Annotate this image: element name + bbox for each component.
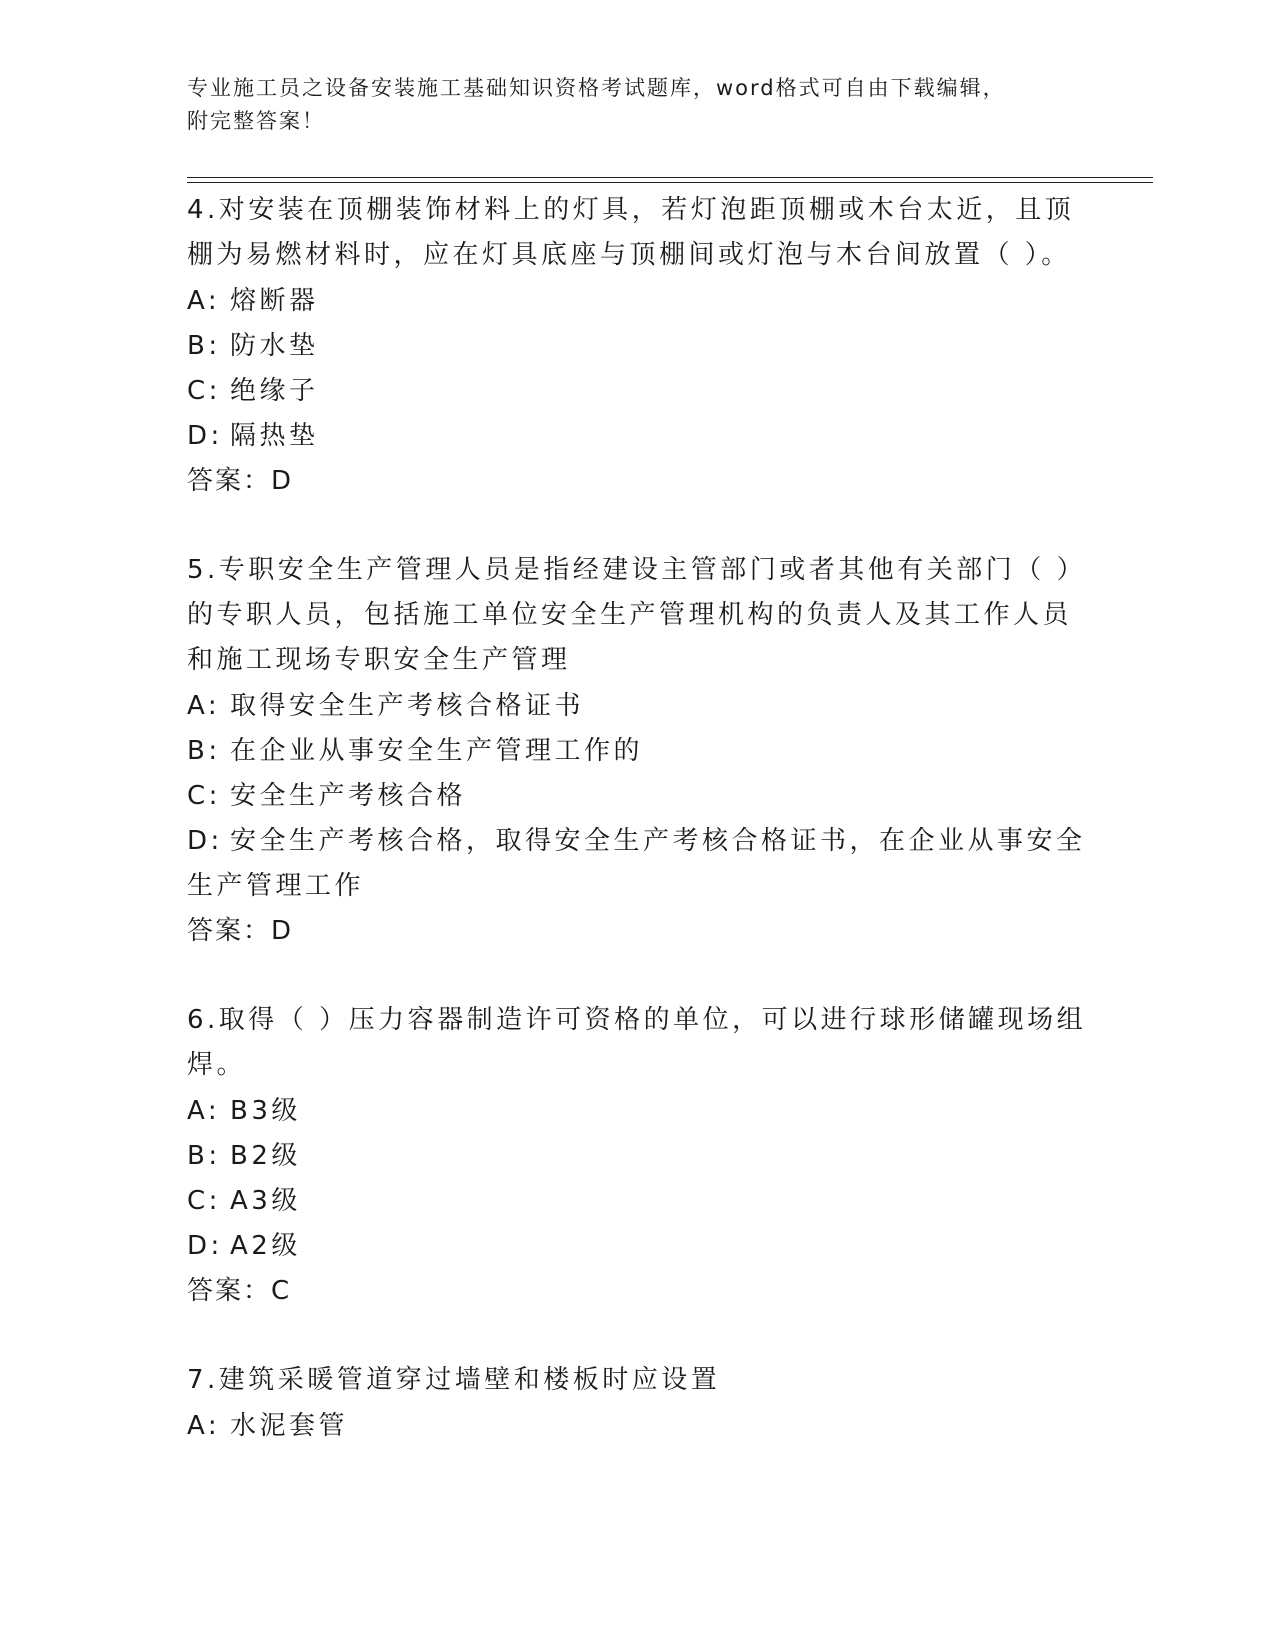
question-spacer — [187, 1314, 1087, 1358]
option-text: 水泥套管 — [230, 1411, 349, 1441]
option-text: 安全生产考核合格，取得安全生产考核合格证书，在企业从事安全生产管理工作 — [187, 826, 1086, 901]
option-letter: A: — [187, 1411, 221, 1441]
option-letter: A: — [187, 691, 221, 721]
option-text: A3级 — [230, 1186, 301, 1216]
option-letter: B: — [187, 1141, 221, 1171]
option-text: 取得安全生产考核合格证书 — [230, 691, 585, 721]
option-letter: B: — [187, 331, 221, 361]
option-letter: C: — [187, 1186, 221, 1216]
option-b — [187, 729, 1087, 774]
question-stem: 5.专职安全生产管理人员是指经建设主管部门或者其他有关部门（ ）的专职人员，包括施工单位安全生产管理机构的负责人及其工作人员和施工现场专职安全生产管理 — [187, 555, 1087, 675]
answer-line: 答案：D — [187, 916, 294, 946]
option-letter: D: — [187, 1231, 223, 1261]
option-letter: A: — [187, 286, 221, 316]
header-line-1: 专业施工员之设备安装施工基础知识资格考试题库，word格式可自由下载编辑， — [187, 76, 1006, 100]
option-d — [187, 414, 1087, 459]
question-4 — [187, 188, 1087, 504]
question-spacer — [187, 954, 1087, 998]
question-spacer — [187, 504, 1087, 548]
option-letter: C: — [187, 376, 221, 406]
question-5 — [187, 548, 1087, 954]
option-d — [187, 819, 1087, 909]
question-stem: 7.建筑采暖管道穿过墙壁和楼板时应设置 — [187, 1365, 721, 1395]
header-divider — [187, 177, 1153, 183]
option-text: B3级 — [230, 1096, 301, 1126]
option-c — [187, 1179, 1087, 1224]
option-text: 隔热垫 — [230, 421, 319, 451]
answer-line: 答案：C — [187, 1276, 292, 1306]
option-letter: C: — [187, 781, 221, 811]
option-text: 绝缘子 — [230, 376, 319, 406]
question-stem: 4.对安装在顶棚装饰材料上的灯具，若灯泡距顶棚或木台太近，且顶棚为易燃材料时，应在灯具底座与顶棚间或灯泡与木台间放置（ ）。 — [187, 195, 1075, 270]
option-c — [187, 774, 1087, 819]
option-a — [187, 279, 1087, 324]
option-text: 防水垫 — [230, 331, 319, 361]
option-text: A2级 — [230, 1231, 301, 1261]
option-d — [187, 1224, 1087, 1269]
option-b — [187, 324, 1087, 369]
option-a — [187, 684, 1087, 729]
option-letter: B: — [187, 736, 221, 766]
question-stem: 6.取得（ ）压力容器制造许可资格的单位，可以进行球形储罐现场组焊。 — [187, 1005, 1087, 1080]
option-c — [187, 369, 1087, 414]
option-text: 安全生产考核合格 — [230, 781, 467, 811]
question-7 — [187, 1358, 1087, 1449]
question-6 — [187, 998, 1087, 1314]
option-letter: A: — [187, 1096, 221, 1126]
option-text: 熔断器 — [230, 286, 319, 316]
option-a — [187, 1089, 1087, 1134]
document-header — [187, 72, 1087, 138]
option-text: 在企业从事安全生产管理工作的 — [230, 736, 644, 766]
option-b — [187, 1134, 1087, 1179]
option-letter: D: — [187, 421, 223, 451]
header-line-2: 附完整答案！ — [187, 109, 325, 133]
answer-line: 答案：D — [187, 466, 294, 496]
option-text: B2级 — [230, 1141, 301, 1171]
option-a — [187, 1404, 1087, 1449]
option-letter: D: — [187, 826, 223, 856]
question-list — [187, 188, 1087, 1449]
